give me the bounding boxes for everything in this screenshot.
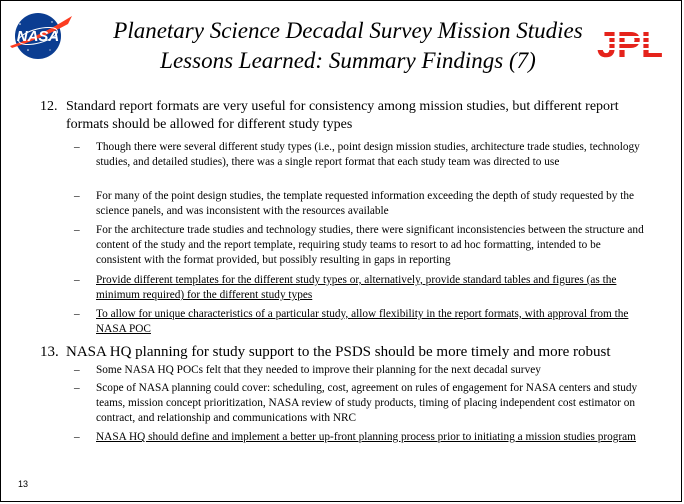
dash: –: [74, 364, 80, 376]
finding-text: Standard report formats are very useful for consistency among mission studies, but different report formats should be allowed for different study types: [66, 99, 619, 132]
title-line-1: Planetary Science Decadal Survey Mission Studies: [113, 18, 583, 43]
dash: –: [74, 190, 80, 202]
nasa-logo-text: NASA: [16, 28, 60, 45]
bullet-text: For many of the point design studies, the template requested information exceeding the depth of study requested by the science panels, and was inconsistent with the resources available: [96, 190, 635, 217]
page-title: [60, 16, 636, 76]
dash: –: [74, 431, 80, 443]
bullet-text: NASA HQ should define and implement a better up-front planning process prior to initiating a mission studies program: [96, 431, 636, 443]
list-item: [74, 363, 644, 378]
dash: –: [74, 382, 80, 394]
finding-12: [40, 98, 640, 134]
finding-13: [40, 343, 640, 361]
page-number: 13: [18, 479, 29, 489]
title-line-2: Lessons Learned: Summary Findings (7): [160, 48, 536, 73]
bullet-text: Scope of NASA planning could cover: scheduling, cost, agreement on rules of engagement for NASA centers and study teams, mission concept prioritization, NASA review of study products, timing of placing independent cost estimator on contract, and relationship and communications with NRC: [96, 382, 638, 424]
dash: –: [74, 308, 80, 320]
dash: –: [74, 224, 80, 236]
finding-number: 13.: [40, 344, 59, 360]
bullet-text: To allow for unique characteristics of a particular study, allow flexibility in the report formats, with approval from the NASA POC: [96, 308, 629, 335]
list-item: [74, 381, 644, 426]
bullet-text: Some NASA HQ POCs felt that they needed to improve their planning for the next decadal survey: [96, 364, 541, 376]
dash: –: [74, 274, 80, 286]
list-item: [74, 140, 644, 170]
bullet-text: For the architecture trade studies and technology studies, there were significant inconsistencies between the structure and content of the study and the report template, requiring study teams to resort to ad hoc formatting, intended to be consistent with the format provided, but possibly resulting in gaps in reporting: [96, 224, 644, 266]
list-item: [74, 307, 644, 337]
bullet-text: Provide different templates for the different study types or, alternatively, provide standard tables and figures (as the minimum required) for the different study types: [96, 274, 617, 301]
list-item: [74, 430, 644, 445]
list-item: [74, 189, 644, 219]
dash: –: [74, 141, 80, 153]
finding-number: 12.: [40, 99, 58, 114]
finding-text: NASA HQ planning for study support to the PSDS should be more timely and more robust: [66, 344, 611, 360]
list-item: [74, 273, 644, 303]
list-item: [74, 223, 644, 268]
bullet-text: Though there were several different study types (i.e., point design mission studies, architecture trade studies, technology studies, and detailed studies), there was a single report format that each study team was directed to use: [96, 141, 640, 168]
jpl-logo: [584, 24, 678, 64]
